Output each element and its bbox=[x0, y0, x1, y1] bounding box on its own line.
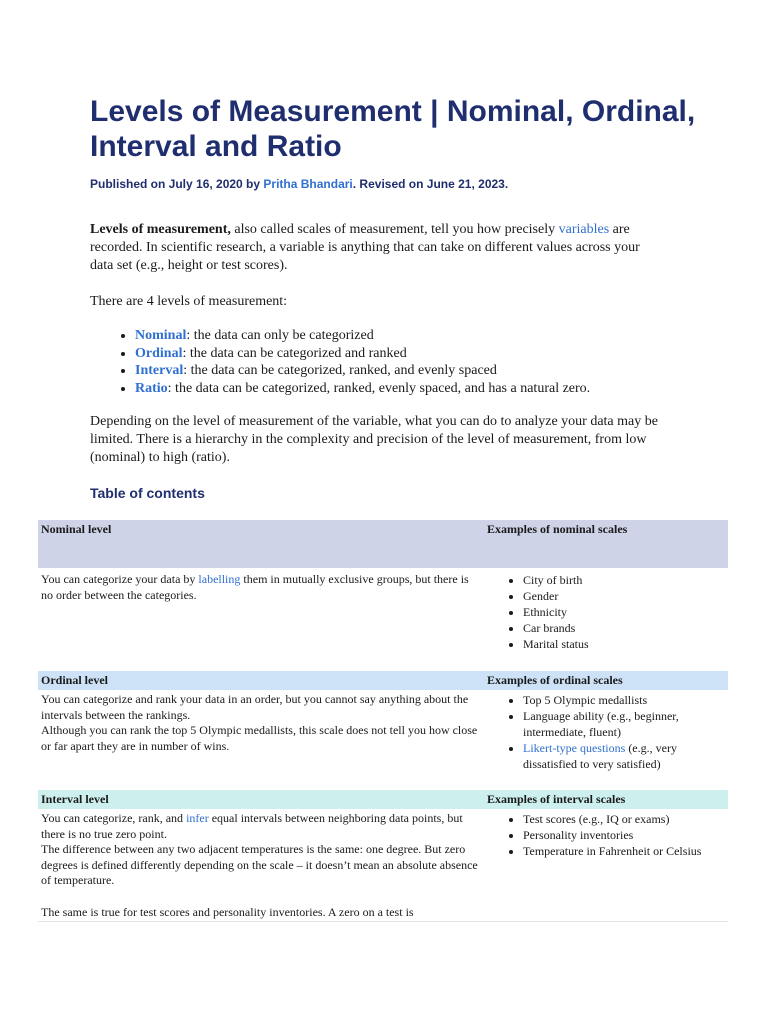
nominal-table bbox=[38, 520, 728, 922]
interval-link[interactable]: Interval bbox=[135, 363, 184, 378]
list-item: • Personality inventories bbox=[523, 827, 725, 843]
examples-cell bbox=[484, 570, 728, 671]
cell-text: The same is true for test scores and personality inventories. A zero on a test is bbox=[41, 904, 414, 919]
cell-text: The difference between any two adjacent temperatures is the same: one degree. But zero degrees is defined differently depending on the scale – it doesn’t mean an absolute absence of temperature. bbox=[41, 842, 478, 887]
cell-text: them in mutually exclusive groups, but there is no order between the categories. bbox=[41, 572, 469, 602]
ordinal-link[interactable]: Ordinal bbox=[135, 345, 183, 361]
list-item: • Test scores (e.g., IQ or exams) bbox=[523, 811, 725, 827]
page-title: Levels of Measurement | Nominal, Ordinal, Interval and Ratio bbox=[90, 95, 696, 163]
list-item: • Top 5 Olympic medallists bbox=[523, 692, 725, 708]
examples-list bbox=[487, 811, 725, 859]
list-item bbox=[135, 380, 730, 398]
intro-text-cont: are recorded. In scientific research, a variable is anything that can take on different values across your data set (e.g., height or test scores). bbox=[90, 222, 640, 273]
examples-list bbox=[487, 572, 725, 652]
list-item: • Car brands bbox=[523, 620, 725, 636]
table-header bbox=[38, 520, 728, 568]
examples-cell bbox=[484, 690, 728, 790]
list-item bbox=[135, 362, 730, 380]
list-item: • Marital status bbox=[523, 636, 725, 652]
infer-link[interactable]: infer bbox=[186, 811, 209, 825]
ratio-link[interactable]: Ratio bbox=[135, 380, 168, 396]
list-item bbox=[135, 345, 730, 363]
header-cell: Examples of ordinal scales bbox=[487, 673, 623, 687]
list-item: • Ethnicity bbox=[523, 604, 725, 620]
table-header bbox=[38, 671, 728, 690]
header-cell: Ordinal level bbox=[41, 673, 108, 687]
revised-date: . Revised on June 21, 2023. bbox=[352, 177, 509, 191]
published-date: Published on July 16, 2020 by bbox=[90, 177, 264, 191]
level-desc: : the data can be categorized and ranked bbox=[182, 345, 407, 361]
description-cell bbox=[38, 570, 484, 671]
likert-link[interactable]: Likert-type questions bbox=[523, 741, 626, 755]
level-desc: : the data can be categorized, ranked, evenly spaced, and has a natural zero. bbox=[167, 380, 591, 396]
examples-cell bbox=[484, 809, 728, 921]
level-desc: : the data can only be categorized bbox=[186, 328, 374, 343]
list-item bbox=[523, 740, 725, 772]
intro-paragraph bbox=[90, 221, 660, 275]
cell-text: Although you can rank the top 5 Olympic medallists, this scale does not tell you how close or far apart they are in number of wins. bbox=[41, 723, 478, 753]
author-link[interactable]: Pritha Bhandari bbox=[263, 177, 353, 191]
cell-text: equal intervals between neighboring data points, but there is no true zero point. bbox=[41, 811, 463, 841]
header-cell: Interval level bbox=[41, 792, 109, 806]
intro-bold: Levels of measurement, bbox=[90, 222, 231, 237]
cell-text: (e.g., very dissatisfied to very satisfied) bbox=[523, 741, 677, 771]
labelling-link[interactable]: labelling bbox=[198, 572, 241, 586]
cell-text: You can categorize your data by bbox=[41, 572, 199, 586]
cell-text: You can categorize, rank, and bbox=[41, 811, 187, 825]
nominal-link[interactable]: Nominal bbox=[135, 328, 187, 343]
header-cell: Nominal level bbox=[41, 522, 112, 536]
list-item: • Temperature in Fahrenheit or Celsius bbox=[523, 843, 725, 859]
level-desc: : the data can be categorized, ranked, and evenly spaced bbox=[183, 363, 497, 378]
list-item: • Gender bbox=[523, 588, 725, 604]
header-cell: Examples of interval scales bbox=[487, 792, 626, 806]
examples-list bbox=[487, 692, 725, 772]
list-item: • City of birth bbox=[523, 572, 725, 588]
article-meta bbox=[90, 177, 730, 191]
list-item: • Language ability (e.g., beginner, intermediate, fluent) bbox=[523, 708, 725, 740]
intro-text: also called scales of measurement, tell you how precisely bbox=[230, 222, 559, 237]
cell-text: You can categorize and rank your data in an order, but you cannot say anything about the intervals between the rankings. bbox=[41, 692, 469, 722]
hierarchy-paragraph: Depending on the level of measurement of the variable, what you can do to analyze your data may be limited. There is a hierarchy in the complexity and precision of the level of measurement, from low (nominal) to high (ratio). bbox=[90, 414, 658, 465]
description-cell bbox=[38, 690, 484, 790]
header-cell: Examples of nominal scales bbox=[487, 522, 628, 536]
table-row bbox=[38, 690, 728, 790]
table-header bbox=[38, 790, 728, 809]
table-row bbox=[38, 568, 728, 671]
variables-link[interactable]: variables bbox=[558, 222, 610, 237]
description-cell bbox=[38, 809, 484, 921]
article bbox=[90, 94, 730, 501]
levels-intro: There are 4 levels of measurement: bbox=[90, 294, 288, 309]
levels-tables bbox=[38, 520, 728, 922]
toc-heading[interactable]: Table of contents bbox=[90, 485, 205, 501]
list-item bbox=[135, 327, 730, 345]
table-row bbox=[38, 809, 728, 922]
cell-text bbox=[41, 811, 481, 842]
levels-list bbox=[90, 327, 730, 397]
